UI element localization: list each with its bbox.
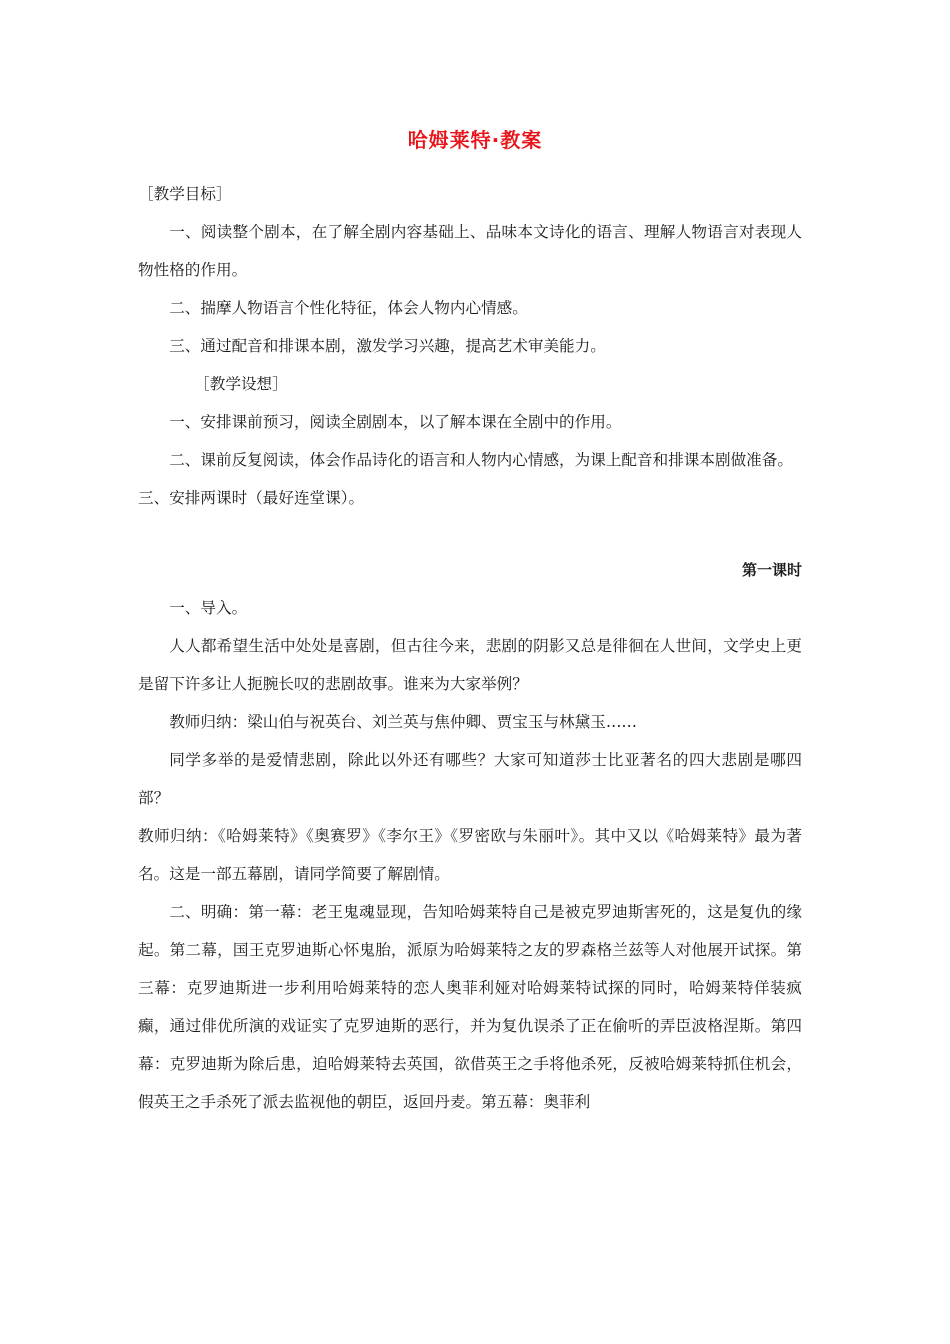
section-heading-teaching-plan: ［教学设想］ bbox=[194, 375, 288, 393]
document-body bbox=[138, 175, 802, 1121]
goal-paragraph-2: 二、揣摩人物语言个性化特征，体会人物内心情感。 bbox=[169, 299, 528, 317]
plan-paragraph-3: 三、安排两课时（最好连堂课）。 bbox=[138, 489, 365, 507]
lesson-heading: 第一课时 bbox=[741, 561, 802, 579]
spacer bbox=[138, 517, 802, 551]
plan-paragraph-2: 二、课前反复阅读，体会作品诗化的语言和人物内心情感，为课上配音和排课本剧做准备。 bbox=[169, 451, 793, 469]
lesson-paragraph-plot: 二、明确：第一幕：老王鬼魂显现，告知哈姆莱特自己是被克罗迪斯害死的，这是复仇的缘起。第二幕，国王克罗迪斯心怀鬼胎，派原为哈姆莱特之友的罗森格兰兹等人对他展开试探。第三幕：克罗迪斯进一步利用哈姆莱特的恋人奥菲利娅对哈姆莱特试探的同时，哈姆莱特佯装疯癫，通过俳优所演的戏证实了克罗迪斯的恶行，并为复仇误杀了正在偷听的弄臣波格涅斯。第四幕：克罗迪斯为除后患，迫哈姆莱特去英国，欲借英王之手将他杀死，反被哈姆莱特抓住机会，假英王之手杀死了派去监视他的朝臣，返回丹麦。第五幕：奥菲利 bbox=[138, 903, 802, 1111]
lesson-paragraph-question: 同学多举的是爱情悲剧，除此以外还有哪些？大家可知道莎士比亚著名的四大悲剧是哪四部？ bbox=[138, 751, 802, 807]
goal-paragraph-3: 三、通过配音和排课本剧，激发学习兴趣，提高艺术审美能力。 bbox=[169, 337, 606, 355]
lesson-paragraph-teacher-summary-2: 教师归纳：《哈姆莱特》《奥赛罗》《李尔王》《罗密欧与朱丽叶》。其中又以《哈姆莱特》最为著名。这是一部五幕剧，请同学简要了解剧情。 bbox=[138, 827, 802, 883]
lesson-step-intro: 一、导入。 bbox=[169, 599, 248, 617]
lesson-paragraph-tragedy: 人人都希望生活中处处是喜剧，但古往今来，悲剧的阴影又总是徘徊在人世间，文学史上更是留下许多让人扼腕长叹的悲剧故事。谁来为大家举例？ bbox=[138, 637, 802, 693]
goal-paragraph-1: 一、阅读整个剧本，在了解全剧内容基础上、品味本文诗化的语言、理解人物语言对表现人物性格的作用。 bbox=[138, 223, 802, 279]
document-title: 哈姆莱特·教案 bbox=[407, 128, 543, 152]
section-heading-teaching-goals: ［教学目标］ bbox=[138, 185, 232, 203]
lesson-paragraph-teacher-summary-1: 教师归纳：梁山伯与祝英台、刘兰英与焦仲卿、贾宝玉与林黛玉…… bbox=[169, 713, 638, 731]
plan-paragraph-1: 一、安排课前预习，阅读全剧剧本，以了解本课在全剧中的作用。 bbox=[169, 413, 622, 431]
